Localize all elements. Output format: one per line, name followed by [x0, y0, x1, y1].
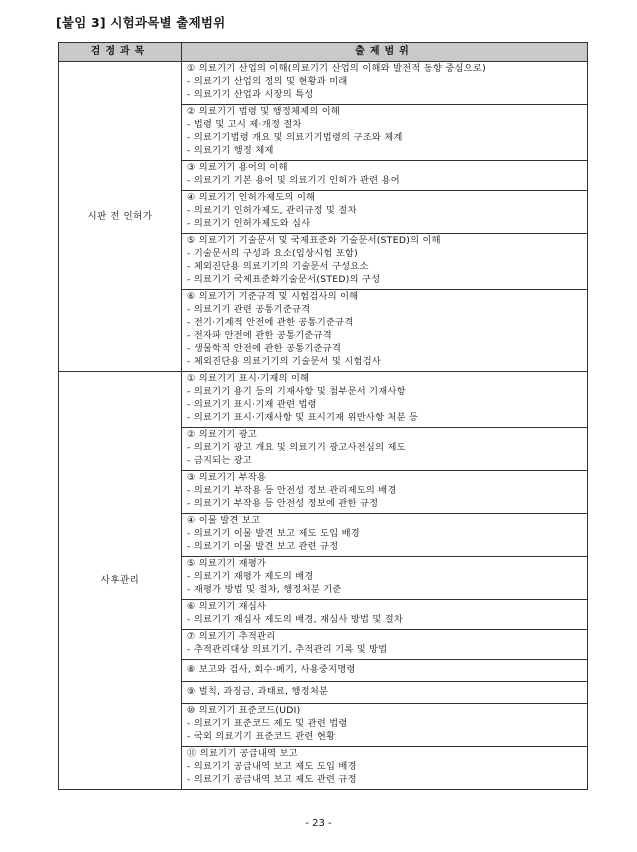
section-item: - 전자파 안전에 관한 공통기준규격: [187, 330, 332, 341]
scope-section: [182, 105, 587, 161]
section-item: - 의료기기 공급내역 보고 제도 도입 배경: [187, 761, 357, 772]
page-number: - 23 -: [305, 818, 332, 829]
section-item: - 의료기기 표시·기재 관련 법령: [187, 399, 317, 410]
scope-cell: [182, 372, 588, 790]
scope-section: [182, 557, 587, 600]
scope-section: [182, 747, 587, 789]
section-item: - 생물학적 안전에 관한 공통기준규격: [187, 343, 342, 354]
section-heading: ⑧ 보고와 검사, 회수·폐기, 사용중지명령: [187, 664, 356, 675]
section-item: - 의료기기 산업의 정의 및 현황과 미래: [187, 76, 348, 87]
section-item: - 의료기기 이물 발견 보고 제도 도입 배경: [187, 528, 360, 539]
section-item: - 전기·기계적 안전에 관한 공통기준규격: [187, 317, 354, 328]
section-heading: ⑥ 의료기기 재심사: [187, 601, 267, 612]
table-row: [59, 62, 588, 372]
table-header-row: [59, 43, 588, 62]
section-heading: ⑪ 의료기기 공급내역 보고: [187, 748, 298, 759]
scope-section: [182, 660, 587, 682]
scope-section: [182, 428, 587, 471]
section-item: - 체외진단용 의료기기의 기술문서 구성요소: [187, 261, 369, 272]
document-title: [붙임 3] 시험과목별 출제범위: [56, 15, 226, 30]
section-item: - 금지되는 광고: [187, 455, 253, 466]
scope-section: [182, 191, 587, 234]
section-heading: ④ 이물 발견 보고: [187, 515, 261, 526]
section-item: - 추적관리대상 의료기기, 추적관리 기록 및 방법: [187, 644, 388, 655]
scope-cell: [182, 62, 588, 372]
section-item: - 의료기기 이물 발견 보고 관련 규정: [187, 541, 339, 552]
scope-section: [182, 62, 587, 105]
section-heading: ③ 의료기기 용어의 이해: [187, 162, 288, 173]
section-item: - 의료기기 재심사 제도의 배경, 재심사 방법 및 절차: [187, 614, 404, 625]
section-item: - 재평가 방법 및 절차, 행정처분 기준: [187, 584, 342, 595]
section-item: - 의료기기 부작용 등 안전성 정보에 관한 규정: [187, 498, 379, 509]
section-item: - 의료기기 공급내역 보고 제도 관련 규정: [187, 774, 357, 785]
section-item: - 의료기기 부작용 등 안전성 정보 관리제도의 배경: [187, 485, 397, 496]
section-item: - 국외 의료기기 표준코드 관련 현황: [187, 731, 336, 742]
scope-section: [182, 630, 587, 660]
section-item: - 기술문서의 구성과 요소(임상시험 포함): [187, 248, 359, 259]
exam-scope-table: [58, 42, 588, 790]
scope-section: [182, 514, 587, 557]
section-item: - 체외진단용 의료기기의 기술문서 및 시험검사: [187, 356, 382, 367]
scope-section: [182, 372, 587, 428]
header-scope: 출제범위: [182, 43, 588, 62]
section-heading: ② 의료기기 광고: [187, 429, 258, 440]
section-item: - 의료기기 인허가제도와 심사: [187, 218, 311, 229]
section-item: - 의료기기 기본 용어 및 의료기기 인허가 관련 용어: [187, 175, 400, 186]
subject-cell: 시판 전 인허가: [59, 62, 182, 372]
section-item: - 의료기기 국제표준화기술문서(STED)의 구성: [187, 274, 381, 285]
header-subject: 검정과목: [59, 43, 182, 62]
scope-section: [182, 161, 587, 191]
section-heading: ⑦ 의료기기 추적관리: [187, 631, 276, 642]
section-item: - 의료기기 행정 체제: [187, 145, 274, 156]
scope-section: [182, 234, 587, 290]
section-heading: ⑥ 의료기기 기준규격 및 시험검사의 이해: [187, 291, 359, 302]
scope-section: [182, 471, 587, 514]
scope-section: [182, 704, 587, 747]
section-item: - 의료기기 관련 공통기준규격: [187, 304, 311, 315]
section-heading: ⑨ 벌칙, 과징금, 과태료, 행정처분: [187, 686, 329, 697]
subject-cell: 사후관리: [59, 372, 182, 790]
section-item: - 의료기기법령 개요 및 의료기기법령의 구조와 체계: [187, 132, 403, 143]
section-item: - 의료기기 광고 개요 및 의료기기 광고사전심의 제도: [187, 442, 406, 453]
section-item: - 의료기기 산업과 시장의 특성: [187, 89, 314, 100]
section-heading: ⑤ 의료기기 기술문서 및 국제표준화 기술문서(STED)의 이해: [187, 235, 441, 246]
scope-section: [182, 290, 587, 371]
section-heading: ⑩ 의료기기 표준코드(UDI): [187, 705, 301, 716]
section-item: - 법령 및 고시 제·개정 절차: [187, 119, 302, 130]
section-heading: ⑤ 의료기기 재평가: [187, 558, 267, 569]
section-item: - 의료기기 표준코드 제도 및 관련 법령: [187, 718, 348, 729]
section-item: - 의료기기 표시·기재사항 및 표시기재 위반사항 처분 등: [187, 412, 419, 423]
section-item: - 의료기기 인허가제도, 관리규정 및 절차: [187, 205, 357, 216]
scope-section: [182, 682, 587, 704]
section-item: - 의료기기 용기 등의 기재사항 및 첨부문서 기재사항: [187, 386, 406, 397]
section-item: - 의료기기 재평가 제도의 배경: [187, 571, 314, 582]
section-heading: ① 의료기기 표시·기재의 이해: [187, 373, 310, 384]
section-heading: ② 의료기기 법령 및 행정체제의 이해: [187, 106, 341, 117]
section-heading: ③ 의료기기 부작용: [187, 472, 267, 483]
section-heading: ④ 의료기기 인허가제도의 이해: [187, 192, 316, 203]
section-heading: ① 의료기기 산업의 이해(의료기기 산업의 이해와 발전적 동향 중심으로): [187, 63, 486, 74]
scope-section: [182, 600, 587, 630]
table-row: [59, 372, 588, 790]
